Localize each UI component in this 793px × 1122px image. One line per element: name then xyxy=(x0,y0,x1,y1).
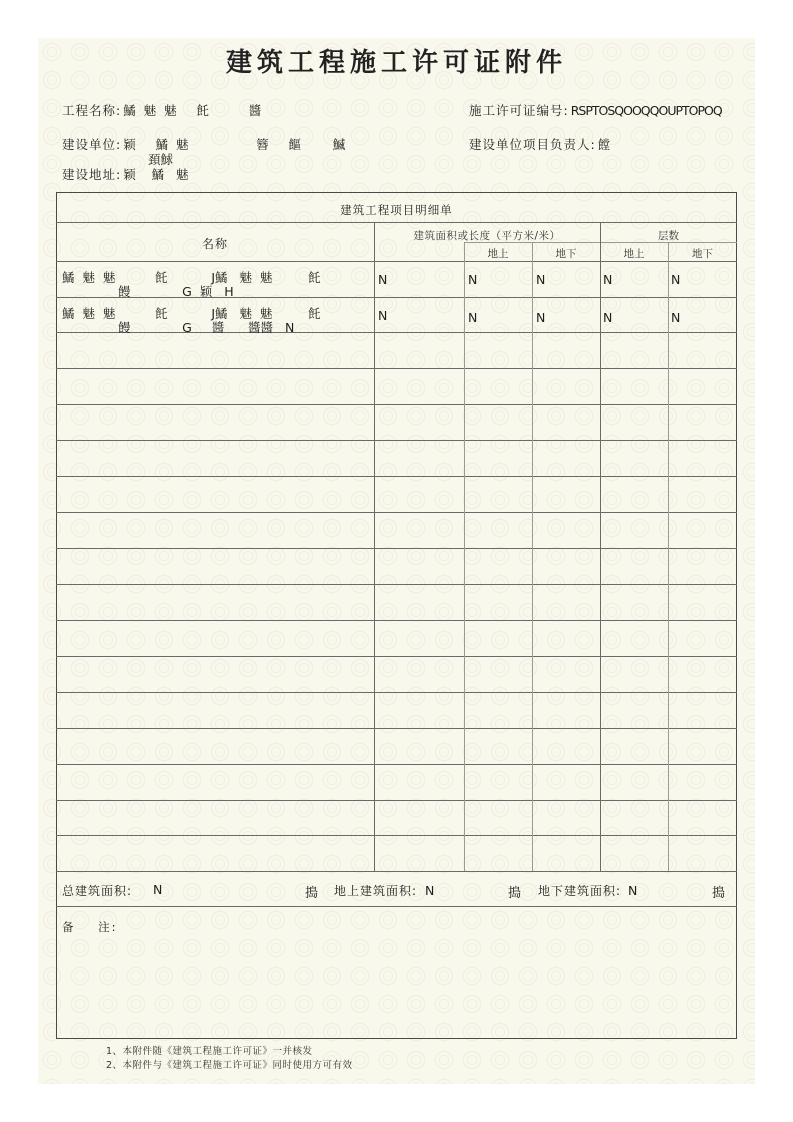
row-area-below: N xyxy=(536,310,546,325)
col-rule-area xyxy=(464,242,465,871)
above-area-label: 地上建筑面积: xyxy=(334,884,418,898)
subheader-area-below: 地下 xyxy=(555,248,577,260)
builder-value-line2: 頚鯄 xyxy=(148,152,174,167)
rule-row xyxy=(56,764,737,765)
address-value: 颖 鱊 魅 xyxy=(123,167,189,182)
rule-row xyxy=(56,835,737,836)
row-name-line1: 鱊 魅 魅 飥 J鱊 魅 魅 飥 xyxy=(62,270,321,285)
rule-row xyxy=(56,404,737,405)
column-header-floors: 层数 xyxy=(658,230,679,242)
rule-header xyxy=(56,261,737,262)
table-row-name xyxy=(62,271,370,299)
remarks-label: 备 注: xyxy=(62,920,118,934)
below-area-unit: 搗 xyxy=(712,886,726,901)
rule-row xyxy=(56,440,737,441)
row-area-below: N xyxy=(536,272,546,287)
row-name-line2: 饅 G 颖 H xyxy=(118,284,234,299)
project-name-field xyxy=(62,103,261,118)
builder-value: 颖 鱊 魅 簪 饇 鰄 xyxy=(123,137,346,152)
subheader-floors-above: 地上 xyxy=(623,248,645,260)
builder-person-value: 饄 xyxy=(597,137,611,152)
col-rule-name xyxy=(374,222,375,871)
project-name-label: 工程名称: xyxy=(62,103,122,118)
footnote-2: 2、本附件与《建筑工程施工许可证》同时使用方可有效 xyxy=(106,1060,353,1071)
row-area-total: N xyxy=(378,308,388,323)
row-floors-above: N xyxy=(603,310,613,325)
col-rule-floors-above xyxy=(668,242,669,871)
permit-number-value: RSPTOSQOOQQOUPTOPOQ xyxy=(570,103,722,118)
total-area-label: 总建筑面积: xyxy=(62,884,133,898)
rule-row xyxy=(56,584,737,585)
col-rule-area-below xyxy=(600,222,601,871)
rule-row xyxy=(56,512,737,513)
document-title: 建筑工程施工许可证附件 xyxy=(225,48,567,78)
project-name-value: 鱊 魅 魅 飥 醬 xyxy=(123,103,262,118)
rule-row xyxy=(56,728,737,729)
row-area-above: N xyxy=(468,272,478,287)
above-area-unit: 搗 xyxy=(508,886,522,901)
builder-person-field xyxy=(469,137,610,152)
address-field xyxy=(62,167,189,182)
subheader-floors-below: 地下 xyxy=(692,248,713,260)
rule-caption xyxy=(56,222,737,223)
row-floors-above: N xyxy=(603,272,613,287)
below-area-value: N xyxy=(628,883,638,898)
builder-person-label: 建设单位项目负责人: xyxy=(469,137,596,152)
rule-row xyxy=(56,692,737,693)
col-rule-area-above xyxy=(532,242,533,871)
row-floors-below: N xyxy=(671,310,681,325)
footnote-1: 1、本附件随《建筑工程施工许可证》一并核发 xyxy=(106,1046,313,1057)
row-floors-below: N xyxy=(671,272,681,287)
builder-field xyxy=(62,137,345,167)
table-caption: 建筑工程项目明细单 xyxy=(340,203,453,217)
row-name-line1: 鱊 魅 魅 飥 J鱊 魅 魅 飥 xyxy=(62,306,321,321)
rule-row xyxy=(56,800,737,801)
rule-row xyxy=(56,476,737,477)
permit-number-label: 施工许可证编号: xyxy=(469,103,569,118)
subheader-area-above: 地上 xyxy=(487,248,509,260)
row-area-total: N xyxy=(378,272,388,287)
row-name-line2: 饅 G 醬 醬醬 N xyxy=(118,320,295,335)
rule-row xyxy=(56,368,737,369)
rule-row xyxy=(56,548,737,549)
builder-label: 建设单位: xyxy=(62,137,122,152)
total-area-unit: 搗 xyxy=(305,886,319,901)
total-area-value: N xyxy=(153,882,163,897)
row-area-above: N xyxy=(468,310,478,325)
above-area-value: N xyxy=(425,883,435,898)
table-row-name xyxy=(62,307,370,335)
permit-number-field xyxy=(469,103,722,118)
column-header-name: 名称 xyxy=(201,237,228,251)
rule-row xyxy=(56,656,737,657)
rule-totals xyxy=(56,906,737,907)
rule-row xyxy=(56,871,737,872)
rule-row xyxy=(56,620,737,621)
column-header-area: 建筑面积或长度（平方米/米） xyxy=(413,230,561,242)
below-area-label: 地下建筑面积: xyxy=(538,884,622,898)
address-label: 建设地址: xyxy=(62,167,122,182)
